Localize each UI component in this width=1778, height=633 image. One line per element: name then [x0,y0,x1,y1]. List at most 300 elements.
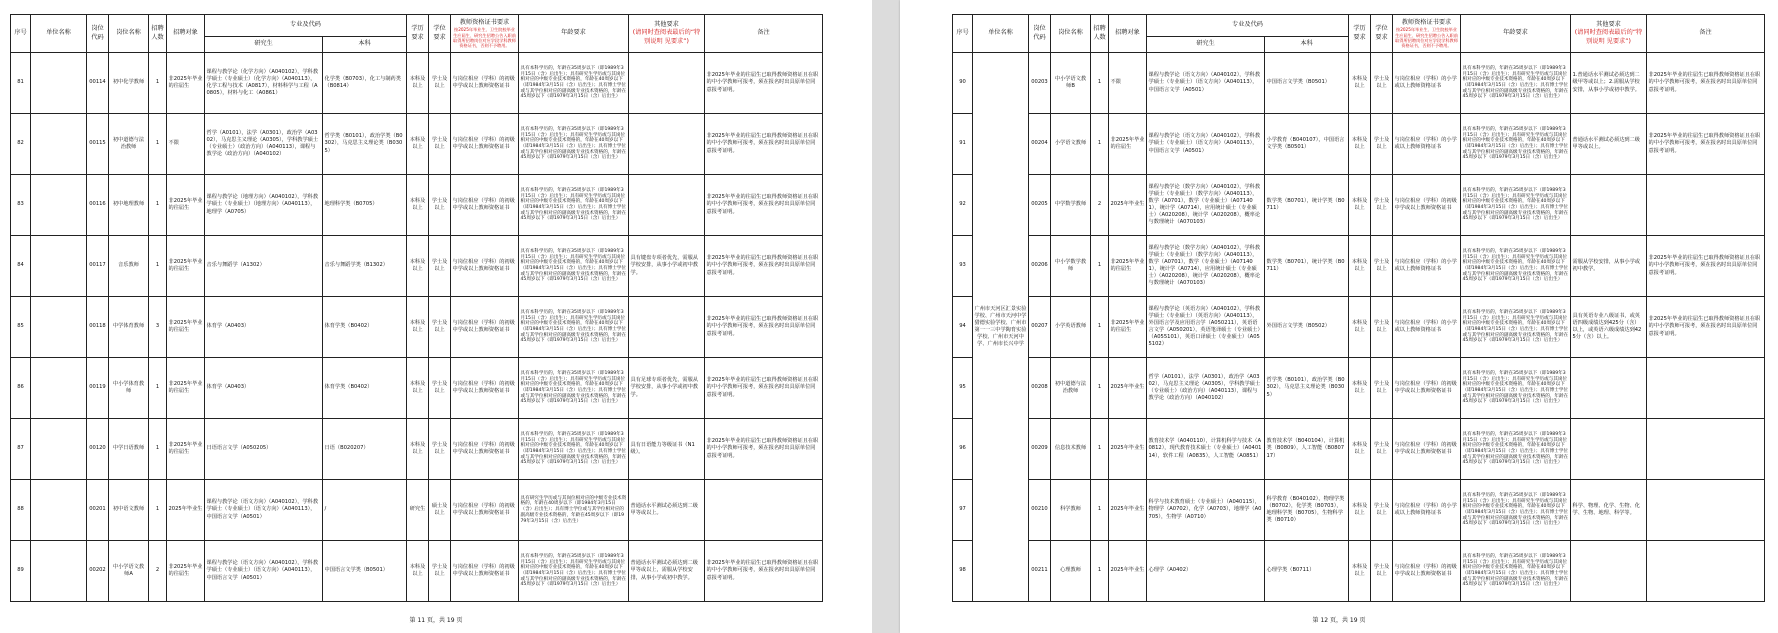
cell-degree: 学士及以上 [1371,53,1393,114]
cell-code: 00202 [87,541,109,602]
cell-edu: 本科及以上 [1349,114,1371,175]
cell-code: 00201 [87,480,109,541]
cell-edu: 本科及以上 [1349,175,1371,236]
header-cert-note: 按2025年毕业生、卫生院校毕业生应届生、研究生招聘公告入职前取得所招聘岗位对应学段学科教师资格证书，否则不予聘用。 [1395,27,1458,48]
cell-code: 00205 [1029,175,1051,236]
cell-edu: 本科及以上 [407,419,429,480]
cell-target: 非2025年毕业的往届生 [167,419,205,480]
cell-remark: 非2025年毕业的往届生已取得教师资格证且在职的中小学教师可报考，须在报名时出具原单位同意报考证明。 [705,419,823,480]
header-other [1571,15,1647,53]
cell-grad-major: 课程与教学论（语文方向）（A040102），学科教学硕士（专业硕士）（语文方向）（A040113），中国语言文学（A0501） [205,541,323,602]
table-row [11,541,823,602]
cell-remark: 非2025年毕业的往届生已取得教师资格证且在职的中小学教师可报考，须在报名时出具原单位同意报考证明。 [705,541,823,602]
header-no: 序号 [953,15,973,53]
cell-edu: 本科及以上 [1349,236,1371,297]
cell-count: 2 [1091,175,1109,236]
cell-other: 具有足球专项者优先，需服从学校安排，从事小学或初中教学。 [629,358,705,419]
cell-target: 非2025年毕业的往届生 [167,541,205,602]
cell-other: 普通话水平测试必须达到二级甲等或以上。 [629,480,705,541]
cell-other: 具有键盘专项者优先，需服从学校安排，从事小学或初中教学。 [629,236,705,297]
cell-grad-major: 教育技术学（A040110），计算机科学与技术（A0812），现代教育技术硕士（专业硕士）（A040114），软件工程（A0835），人工智能（A0851） [1147,419,1265,480]
cell-grad-major: 课程与教学论（英语方向）（A040102），学科教学硕士（专业硕士）（英语方向）（A040113），外国语言学及应用语言学（A050211），英语语言文学（A050201），英语笔译硕士（专业硕士）（A055101），英语口译硕士（专业硕士）（A055102） [1147,297,1265,358]
cell-other: 具有英语专业八级证书，或英语四级成绩达到425分（含）以上，或英语六级成绩达到425分（含）以上。 [1571,297,1647,358]
cell-degree: 学士及以上 [429,53,451,114]
cell-other [1571,541,1647,602]
cell-code: 00120 [87,419,109,480]
cell-cert: 与岗位相应（学科）的初级中学或以上教师资格证书 [451,358,519,419]
cell-edu: 本科及以上 [1349,297,1371,358]
cell-no: 81 [11,53,31,114]
cell-age: 具有本科学历的，年龄在35周岁以下（即1989年3月15日（含）后出生）；具有研究生学历或与其岗位相对应的中级专业技术资格的，年龄在40周岁以下（即1984年3月15日（含）后出生）；具有博士学位或与其学位相对应的副高级专业技术资格的，年龄在45周岁以下（即1979年3月15日（含）后出生） [519,175,629,236]
header-undergrad: 本科 [323,37,407,53]
cell-degree: 学士及以上 [429,297,451,358]
header-code: 岗位代码 [1029,15,1051,53]
table-row [11,480,823,541]
cell-grad-major: 课程与教学论（语文方向）（A040102），学科教学硕士（专业硕士）（语文方向）（A040113），中国语言文学（A0501） [205,480,323,541]
cell-undergrad-major: 日语（B020207） [323,419,407,480]
cell-code: 00203 [1029,53,1051,114]
cell-target: 非2025年毕业的往届生 [1109,236,1147,297]
cell-code: 00206 [1029,236,1051,297]
cell-post: 中小学数学教师 [1051,236,1091,297]
cell-degree: 学士及以上 [1371,114,1393,175]
cell-no: 95 [953,358,973,419]
header-no: 序号 [11,15,31,53]
cell-code: 00209 [1029,419,1051,480]
cell-remark [1647,358,1765,419]
cell-grad-major: 课程与教学论（语文方向）（A040102），学科教学硕士（专业硕士）（语文方向）（A040113），中国语言文学（A0501） [1147,53,1265,114]
header-major-group: 专业及代码 [1147,15,1349,37]
cell-unit [31,541,87,602]
cell-age: 具有本科学历的，年龄在35周岁以下（即1989年3月15日（含）后出生）；具有研究生学历或与其岗位相对应的中级专业技术资格的，年龄在40周岁以下（即1984年3月15日（含）后出生）；具有博士学位或与其学位相对应的副高级专业技术资格的，年龄在45周岁以下（即1979年3月15日（含）后出生） [519,114,629,175]
cell-cert: 与岗位相应（学科）的小学或以上教师资格证书 [1393,53,1461,114]
header-other-title: 其他要求 [1596,21,1621,29]
cell-cert: 与岗位相应（学科）的小学或以上教师资格证书 [1393,114,1461,175]
cell-degree: 学士及以上 [429,114,451,175]
cell-grad-major: 课程与教学论（数学方向）（A040102），学科教学硕士（专业硕士）（数学方向）（A040113），数学（A0701），数学（专业硕士）（A071401），统计学（A0714），应用统计硕士（专业硕士）（A020208），统计学（A020208），概率论与数理统计（A070103） [1147,236,1265,297]
cell-grad-major: 课程与教学论（地理方向）（A040102），学科教学硕士（专业硕士）（地理方向）（A040113），地理学（A0705） [205,175,323,236]
cell-no: 88 [11,480,31,541]
cell-count: 1 [149,236,167,297]
cell-other: 普通话水平测试必须达到二级甲等或以上，需服从学校安排，从事小学或初中教学。 [629,541,705,602]
table-row [11,114,823,175]
cell-age: 具有本科学历的，年龄在35周岁以下（即1989年3月15日（含）后出生）；具有研究生学历或与其岗位相对应的中级专业技术资格的，年龄在40周岁以下（即1984年3月15日（含）后出生）；具有博士学位或与其学位相对应的副高级专业技术资格的，年龄在45周岁以下（即1979年3月15日（含）后出生） [519,236,629,297]
cell-undergrad-major: 外国语言文学类（B0502） [1265,297,1349,358]
cell-code: 00117 [87,236,109,297]
cell-other: 需服从学校安排，从事小学或初中教学。 [1571,236,1647,297]
cell-no: 89 [11,541,31,602]
table-row [953,358,1765,419]
cell-undergrad-major: 科学教育（B040102），物理学类（B0702），化学类（B0703），地理科学类（B0705），生物科学类（B0710） [1265,480,1349,541]
cell-degree: 学士及以上 [429,175,451,236]
cell-unit [31,53,87,114]
header-degree: 学位要求 [429,15,451,53]
cell-code: 00118 [87,297,109,358]
header-code: 岗位代码 [87,15,109,53]
cell-undergrad-major: 音乐与舞蹈学类（B1302） [323,236,407,297]
cell-grad-major: 心理学（A0402） [1147,541,1265,602]
header-cert-title: 教师资格证书要求 [459,19,510,27]
cell-cert: 与岗位相应（学科）的初级中学或以上教师资格证书 [1393,175,1461,236]
document-page-12 [900,0,1778,633]
cell-undergrad-major: 数学类（B0701），统计学类（B0711） [1265,236,1349,297]
header-unit: 单位名称 [31,15,87,53]
header-other-title: 其他要求 [654,21,679,29]
cell-code: 00211 [1029,541,1051,602]
header-degree: 学位要求 [1371,15,1393,53]
cell-post: 初中道德与法治教师 [1051,358,1091,419]
cell-grad-major: 音乐与舞蹈学（A1302） [205,236,323,297]
cell-edu: 本科及以上 [1349,419,1371,480]
page-gutter [872,0,900,633]
cell-target: 非2025年毕业的往届生 [167,236,205,297]
cell-cert: 与岗位相应（学科）的初级中学或以上教师资格证书 [1393,419,1461,480]
cell-count: 1 [1091,419,1109,480]
cell-code: 00114 [87,53,109,114]
cell-grad-major: 课程与教学论（语文方向）（A040102），学科教学硕士（专业硕士）（语文方向）（A040113），中国语言文学（A0501） [1147,114,1265,175]
header-age: 年龄要求 [1461,15,1571,53]
cell-cert: 与岗位相应（学科）的初级中学或以上教师资格证书 [451,175,519,236]
cell-post: 初中化学教师 [109,53,149,114]
cell-grad-major: 课程与教学论（数学方向）（A040102），学科教学硕士（专业硕士）（数学方向）（A040113），数学（A0701），数学（专业硕士）（A071401），统计学（A0714），应用统计硕士（专业硕士）（A020208），统计学（A020208），概率论与数理统计（A070103） [1147,175,1265,236]
cell-no: 96 [953,419,973,480]
cell-undergrad-major: 小学教育（B040107），中国语言文学类（B0501） [1265,114,1349,175]
cell-target: 2025年毕业生 [1109,480,1147,541]
cell-remark [1647,175,1765,236]
cell-unit [31,114,87,175]
header-cert [1393,15,1461,53]
cell-degree: 学士及以上 [429,541,451,602]
header-edu: 学历要求 [407,15,429,53]
page-footer: 第 11 页，共 19 页 [409,617,463,624]
cell-undergrad-major: 体育学类（B0402） [323,358,407,419]
cell-edu: 本科及以上 [1349,541,1371,602]
recruitment-table-page-11 [10,14,823,602]
cell-age: 具有本科学历的，年龄在35周岁以下（即1989年3月15日（含）后出生）；具有研究生学历或与其岗位相对应的中级专业技术资格的，年龄在40周岁以下（即1984年3月15日（含）后出生）；具有博士学位或与其学位相对应的副高级专业技术资格的，年龄在45周岁以下（即1979年3月15日（含）后出生） [1461,53,1571,114]
cell-grad-major: 课程与教学论（化学方向）（A040102），学科教学硕士（专业硕士）（化学方向）（A040113），化学工程与技术（A0817），材料科学与工程（A0805），材料与化工（A0861） [205,53,323,114]
cell-post: 小学英语教师 [1051,297,1091,358]
cell-edu: 本科及以上 [407,358,429,419]
header-target: 招聘对象 [167,15,205,53]
table-row [11,358,823,419]
cell-other [1571,358,1647,419]
header-cert [451,15,519,53]
cell-degree: 学士及以上 [1371,419,1393,480]
cell-degree: 学士及以上 [429,236,451,297]
cell-remark: 非2025年毕业的往届生已取得教师资格证且在职的中小学教师可报考，须在报名时出具原单位同意报考证明。 [705,114,823,175]
cell-count: 2 [149,541,167,602]
cell-undergrad-major: 中国语言文学类（B0501） [1265,53,1349,114]
cell-count: 1 [1091,541,1109,602]
cell-cert: 与岗位相应（学科）的初级中学或以上教师资格证书 [451,297,519,358]
cell-unit [31,236,87,297]
cell-no: 84 [11,236,31,297]
cell-count: 1 [149,114,167,175]
table-row [953,419,1765,480]
cell-age: 具有本科学历的，年龄在35周岁以下（即1989年3月15日（含）后出生）；具有研究生学历或与其岗位相对应的中级专业技术资格的，年龄在40周岁以下（即1984年3月15日（含）后出生）；具有博士学位或与其学位相对应的副高级专业技术资格的，年龄在45周岁以下（即1979年3月15日（含）后出生） [1461,358,1571,419]
header-cert-title: 教师资格证书要求 [1401,19,1452,27]
cell-degree: 学士及以上 [1371,480,1393,541]
cell-undergrad-major: 体育学类（B0402） [323,297,407,358]
cell-other [1571,419,1647,480]
cell-age: 具有本科学历的，年龄在35周岁以下（即1989年3月15日（含）后出生）；具有研究生学历或与其岗位相对应的中级专业技术资格的，年龄在40周岁以下（即1984年3月15日（含）后出生）；具有博士学位或与其学位相对应的副高级专业技术资格的，年龄在45周岁以下（即1979年3月15日（含）后出生） [1461,541,1571,602]
cell-remark: 非2025年毕业的往届生已取得教师资格证且在职的中小学教师可报考，须在报名时出具原单位同意报考证明。 [1647,297,1765,358]
cell-degree: 学士及以上 [1371,358,1393,419]
cell-grad-major: 科学与技术教育硕士（专业硕士）（A040115），物理学（A0702），化学（A0703），地理学（A0705），生物学（A0710） [1147,480,1265,541]
cell-cert: 与岗位相应（学科）的初级中学或以上教师资格证书 [451,114,519,175]
cell-edu: 本科及以上 [407,53,429,114]
cell-code: 00207 [1029,297,1051,358]
table-row [11,297,823,358]
cell-remark: 非2025年毕业的往届生已取得教师资格证且在职的中小学教师可报考，须在报名时出具原单位同意报考证明。 [1647,236,1765,297]
cell-target: 不限 [1109,53,1147,114]
cell-grad-major: 体育学（A0403） [205,297,323,358]
header-count: 招聘人数 [1091,15,1109,53]
cell-code: 00208 [1029,358,1051,419]
cell-post: 小学语文教师 [1051,114,1091,175]
header-remark: 备注 [1647,15,1765,53]
cell-post: 心理教师 [1051,541,1091,602]
cell-cert: 与岗位相应（学科）的初级中学或以上教师资格证书 [1393,358,1461,419]
cell-no: 97 [953,480,973,541]
document-page-11 [0,0,872,633]
cell-code: 00210 [1029,480,1051,541]
cell-count: 1 [1091,480,1109,541]
cell-edu: 本科及以上 [1349,358,1371,419]
header-target: 招聘对象 [1109,15,1147,53]
cell-no: 92 [953,175,973,236]
cell-undergrad-major: 地理科学类（B0705） [323,175,407,236]
cell-edu: 本科及以上 [407,175,429,236]
cell-post: 音乐教师 [109,236,149,297]
cell-age: 具有本科学历的，年龄在35周岁以下（即1989年3月15日（含）后出生）；具有研究生学历或与其岗位相对应的中级专业技术资格的，年龄在40周岁以下（即1984年3月15日（含）后出生）；具有博士学位或与其学位相对应的副高级专业技术资格的，年龄在45周岁以下（即1979年3月15日（含）后出生） [1461,236,1571,297]
cell-target: 非2025年毕业的往届生 [167,358,205,419]
header-post: 岗位名称 [1051,15,1091,53]
cell-degree: 学士及以上 [1371,297,1393,358]
cell-unit [31,419,87,480]
cell-age: 具有本科学历的，年龄在35周岁以下（即1989年3月15日（含）后出生）；具有研究生学历或与其岗位相对应的中级专业技术资格的，年龄在40周岁以下（即1984年3月15日（含）后出生）；具有博士学位或与其学位相对应的副高级专业技术资格的，年龄在45周岁以下（即1979年3月15日（含）后出生） [519,419,629,480]
cell-other: 具有日语能力等级证书（N1级）。 [629,419,705,480]
cell-degree: 学士及以上 [1371,175,1393,236]
cell-remark [705,480,823,541]
cell-remark: 非2025年毕业的往届生已取得教师资格证且在职的中小学教师可报考，须在报名时出具原单位同意报考证明。 [705,175,823,236]
cell-age: 具有本科学历的，年龄在35周岁以下（即1989年3月15日（含）后出生）；具有研究生学历或与其岗位相对应的中级专业技术资格的，年龄在40周岁以下（即1984年3月15日（含）后出生）；具有博士学位或与其学位相对应的副高级专业技术资格的，年龄在45周岁以下（即1979年3月15日（含）后出生） [1461,114,1571,175]
cell-no: 98 [953,541,973,602]
cell-edu: 本科及以上 [407,541,429,602]
table-row [953,480,1765,541]
cell-grad-major: 哲学（A0101），法学（A0301），政治学（A0302），马克思主义理论（A0305），学科教学硕士（专业硕士）（政治方向）（A040113），课程与教学论（政治方向）（A040102） [1147,358,1265,419]
cell-no: 82 [11,114,31,175]
table-row [953,175,1765,236]
cell-count: 1 [1091,358,1109,419]
cell-no: 85 [11,297,31,358]
cell-post: 中小学语文教师A [109,541,149,602]
header-count: 招聘人数 [149,15,167,53]
cell-no: 90 [953,53,973,114]
cell-count: 1 [1091,236,1109,297]
cell-post: 初中道德与法治教师 [109,114,149,175]
cell-degree: 学士及以上 [429,358,451,419]
cell-other: 1.普通话水平测试必须达到二级甲等或以上；2.需服从学校安排，从事小学或初中教学。 [1571,53,1647,114]
cell-degree: 学士及以上 [1371,541,1393,602]
cell-no: 83 [11,175,31,236]
cell-age: 具有本科学历的，年龄在35周岁以下（即1989年3月15日（含）后出生）；具有研究生学历或与其岗位相对应的中级专业技术资格的，年龄在40周岁以下（即1984年3月15日（含）后出生）；具有博士学位或与其学位相对应的副高级专业技术资格的，年龄在45周岁以下（即1979年3月15日（含）后出生） [1461,419,1571,480]
cell-unit [31,297,87,358]
cell-age: 具有本科学历的，年龄在35周岁以下（即1989年3月15日（含）后出生）；具有研究生学历或与其岗位相对应的中级专业技术资格的，年龄在40周岁以下（即1984年3月15日（含）后出生）；具有博士学位或与其学位相对应的副高级专业技术资格的，年龄在45周岁以下（即1979年3月15日（含）后出生） [1461,480,1571,541]
cell-other [1571,175,1647,236]
cell-remark: 非2025年毕业的往届生已取得教师资格证且在职的中小学教师可报考，须在报名时出具原单位同意报考证明。 [1647,114,1765,175]
cell-post: 科学教师 [1051,480,1091,541]
cell-target: 2025年毕业生 [1109,419,1147,480]
table-row [11,419,823,480]
cell-unit [31,358,87,419]
cell-cert: 与岗位相应（学科）的小学或以上教师资格证书 [1393,297,1461,358]
cell-cert: 与岗位相应（学科）的初级中学或以上教师资格证书 [1393,541,1461,602]
cell-other [629,175,705,236]
cell-no: 86 [11,358,31,419]
cell-other [629,53,705,114]
cell-code: 00115 [87,114,109,175]
cell-target: 非2025年毕业的往届生 [167,297,205,358]
cell-other [629,297,705,358]
cell-count: 1 [1091,53,1109,114]
cell-count: 1 [149,358,167,419]
cell-edu: 本科及以上 [407,114,429,175]
cell-age: 具有本科学历的，年龄在35周岁以下（即1989年3月15日（含）后出生）；具有研究生学历或与其岗位相对应的中级专业技术资格的，年龄在40周岁以下（即1984年3月15日（含）后出生）；具有博士学位或与其学位相对应的副高级专业技术资格的，年龄在45周岁以下（即1979年3月15日（含）后出生） [1461,175,1571,236]
header-other-note: (请同时查阅表最后的“特别说明 见要求”) [632,29,701,45]
cell-unit [31,175,87,236]
cell-post: 初中地理教师 [109,175,149,236]
cell-undergrad-major: 教育技术学（B040104），计算机类（B0809），人工智能（B080717） [1265,419,1349,480]
header-edu: 学历要求 [1349,15,1371,53]
table-row [953,541,1765,602]
cell-remark: 非2025年毕业的往届生已取得教师资格证且在职的中小学教师可报考，须在报名时出具原单位同意报考证明。 [705,358,823,419]
cell-post: 中小学语文教师B [1051,53,1091,114]
table-row [11,236,823,297]
cell-undergrad-major: 中国语言文学类（B0501） [323,541,407,602]
cell-code: 00116 [87,175,109,236]
cell-remark [1647,480,1765,541]
cell-age: 具有研究生学历或与其岗位相对应的中级专业技术资格的，年龄在40周岁以下（即1984年3月15日（含）后出生）；具有博士学位或与其学位相对应的副高级专业技术资格的，年龄在45周岁以下（即1979年3月15日（含）后出生） [519,480,629,541]
cell-remark: 非2025年毕业的往届生已取得教师资格证且在职的中小学教师可报考，须在报名时出具原单位同意报考证明。 [705,297,823,358]
cell-cert: 与岗位相应（学科）的小学或以上教师资格证书 [1393,236,1461,297]
cell-target: 非2025年毕业的往届生 [1109,114,1147,175]
cell-cert: 与岗位相应（学科）的小学或以上教师资格证书 [1393,480,1461,541]
cell-degree: 学士及以上 [429,419,451,480]
header-other [629,15,705,53]
cell-target: 2025年毕业生 [1109,358,1147,419]
cell-no: 93 [953,236,973,297]
cell-count: 1 [149,419,167,480]
header-post: 岗位名称 [109,15,149,53]
cell-target: 2025年毕业生 [1109,541,1147,602]
page-footer: 第 12 页，共 19 页 [1312,617,1366,624]
cell-post: 中学数学教师 [1051,175,1091,236]
cell-target: 2025年毕业生 [167,480,205,541]
cell-other: 科学、物理、化学、生物、化学、生物、地理、科学等。 [1571,480,1647,541]
header-major-group: 专业及代码 [205,15,407,37]
cell-age: 具有本科学历的，年龄在35周岁以下（即1989年3月15日（含）后出生）；具有研究生学历或与其岗位相对应的中级专业技术资格的，年龄在40周岁以下（即1984年3月15日（含）后出生）；具有博士学位或与其学位相对应的副高级专业技术资格的，年龄在45周岁以下（即1979年3月15日（含）后出生） [519,541,629,602]
cell-undergrad-major: 数学类（B0701），统计学类（B0711） [1265,175,1349,236]
cell-degree: 学士及以上 [1371,236,1393,297]
recruitment-table-page-12 [952,14,1765,602]
cell-count: 1 [1091,114,1109,175]
cell-undergrad-major: 哲学类（B0101），政治学类（B0302），马克思主义理论类（B0305） [1265,358,1349,419]
cell-grad-major: 日语语言文学（A050205） [205,419,323,480]
cell-post: 中小学体育教师 [109,358,149,419]
cell-other [629,114,705,175]
cell-target: 非2025年毕业的往届生 [167,175,205,236]
cell-count: 1 [1091,297,1109,358]
cell-target: 2025年毕业生 [1109,175,1147,236]
table-row [953,53,1765,114]
cell-edu: 研究生 [407,480,429,541]
cell-grad-major: 哲学（A0101），法学（A0301），政治学（A0302），马克思主义理论（A0305），学科教学硕士（专业硕士）（政治方向）（A040113），课程与教学论（政治方向）（A040102） [205,114,323,175]
cell-target: 非2025年毕业的往届生 [1109,297,1147,358]
table-row [11,175,823,236]
cell-age: 具有本科学历的，年龄在35周岁以下（即1989年3月15日（含）后出生）；具有研究生学历或与其岗位相对应的中级专业技术资格的，年龄在40周岁以下（即1984年3月15日（含）后出生）；具有博士学位或与其学位相对应的副高级专业技术资格的，年龄在45周岁以下（即1979年3月15日（含）后出生） [519,358,629,419]
cell-remark: 非2025年毕业的往届生已取得教师资格证且在职的中小学教师可报考，须在报名时出具原单位同意报考证明。 [1647,53,1765,114]
cell-count: 1 [149,53,167,114]
cell-undergrad-major: 哲学类（B0101），政治学类（B0302），马克思主义理论类（B0305） [323,114,407,175]
cell-undergrad-major: 心理学类（B0711） [1265,541,1349,602]
cell-edu: 本科及以上 [1349,53,1371,114]
cell-target: 不限 [167,114,205,175]
cell-grad-major: 体育学（A0403） [205,358,323,419]
cell-remark [1647,541,1765,602]
table-row [953,236,1765,297]
cell-post: 初中语文教师 [109,480,149,541]
table-row [953,297,1765,358]
cell-remark: 非2025年毕业的往届生已取得教师资格证且在职的中小学教师可报考，须在报名时出具原单位同意报考证明。 [705,53,823,114]
header-other-note: (请同时查阅表最后的“特别说明 见要求”) [1574,29,1643,45]
cell-unit: 广州市天河区汇景实验学校、广州市天河中学猎德实验学校、广州市第一一三中学陶育实验学校、广州市天河中学、广州市长兴中学 [973,53,1029,602]
cell-cert: 与岗位相应（学科）的初级中学或以上教师资格证书 [451,480,519,541]
cell-post: 中学日语教师 [109,419,149,480]
cell-code: 00204 [1029,114,1051,175]
table-body-page-11 [11,53,823,602]
cell-count: 1 [149,175,167,236]
table-row [11,53,823,114]
cell-cert: 与岗位相应（学科）的初级中学或以上教师资格证书 [451,236,519,297]
cell-age: 具有本科学历的，年龄在35周岁以下（即1989年3月15日（含）后出生）；具有研究生学历或与其岗位相对应的中级专业技术资格的，年龄在40周岁以下（即1984年3月15日（含）后出生）；具有博士学位或与其学位相对应的副高级专业技术资格的，年龄在45周岁以下（即1979年3月15日（含）后出生） [1461,297,1571,358]
cell-post: 信息技术教师 [1051,419,1091,480]
cell-cert: 与岗位相应（学科）的初级中学或以上教师资格证书 [451,541,519,602]
cell-age: 具有本科学历的，年龄在35周岁以下（即1989年3月15日（含）后出生）；具有研究生学历或与其岗位相对应的中级专业技术资格的，年龄在40周岁以下（即1984年3月15日（含）后出生）；具有博士学位或与其学位相对应的副高级专业技术资格的，年龄在45周岁以下（即1979年3月15日（含）后出生） [519,53,629,114]
cell-cert: 与岗位相应（学科）的初级中学或以上教师资格证书 [451,53,519,114]
cell-other: 普通话水平测试必须达到二级甲等或以上。 [1571,114,1647,175]
cell-degree: 硕士及以上 [429,480,451,541]
table-row [953,114,1765,175]
table-body-page-12 [953,53,1765,602]
cell-no: 94 [953,297,973,358]
cell-age: 具有本科学历的，年龄在35周岁以下（即1989年3月15日（含）后出生）；具有研究生学历或与其岗位相对应的中级专业技术资格的，年龄在40周岁以下（即1984年3月15日（含）后出生）；具有博士学位或与其学位相对应的副高级专业技术资格的，年龄在45周岁以下（即1979年3月15日（含）后出生） [519,297,629,358]
header-grad: 研究生 [1147,37,1265,53]
cell-unit [31,480,87,541]
cell-count: 3 [149,297,167,358]
cell-edu: 本科及以上 [407,236,429,297]
cell-no: 87 [11,419,31,480]
cell-no: 91 [953,114,973,175]
cell-remark: 非2025年毕业的往届生已取得教师资格证且在职的中小学教师可报考，须在报名时出具原单位同意报考证明。 [705,236,823,297]
header-grad: 研究生 [205,37,323,53]
cell-count: 1 [149,480,167,541]
cell-undergrad-major: 化学类（B0703），化工与制药类（B0814） [323,53,407,114]
header-undergrad: 本科 [1265,37,1349,53]
header-remark: 备注 [705,15,823,53]
cell-post: 中学体育教师 [109,297,149,358]
cell-target: 非2025年毕业的往届生 [167,53,205,114]
